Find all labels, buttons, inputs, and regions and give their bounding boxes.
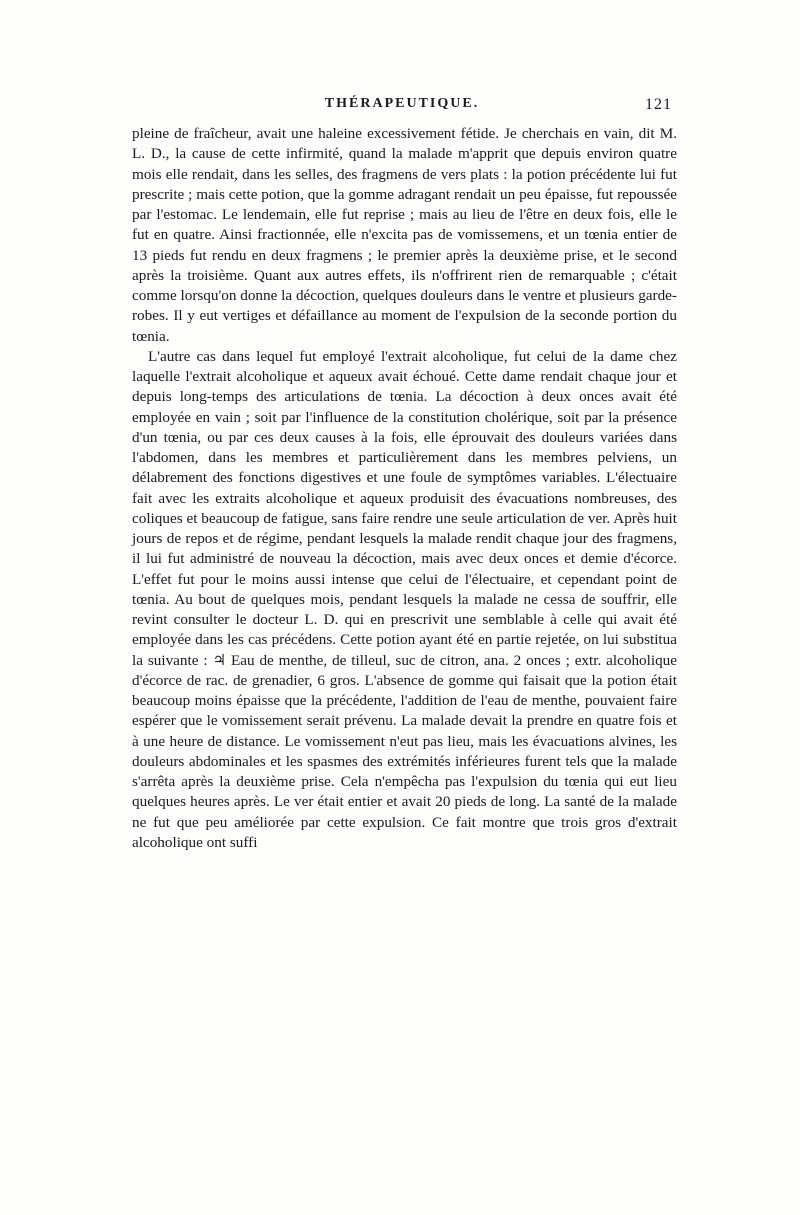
paragraph-continuation: pleine de fraîcheur, avait une haleine excessivement fétide. Je cherchais en vain, dit M. L. D., la cause de cette infirmité, quand la malade m'apprit que depuis environ quatre mois elle rendait, dans les selles, des fragmens de vers plats : la potion précédente lui fut prescrite ; mais cette potion, que la gomme adragant rendait un peu épaisse, fut repoussée par l'estomac. Le lendemain, elle fut reprise ; mais au lieu de l'être en deux fois, elle le fut en quatre. Ainsi fractionnée, elle n'excita pas de vomissemens, et un tœnia entier de 13 pieds fut rendu en deux fragmens ; le premier après la deuxième prise, et le second après la troisième. Quant aux autres effets, ils n'offrirent rien de remarquable ; c'était comme lorsqu'on donne la décoction, quelques douleurs dans le ventre et plusieurs garde-robes. Il y eut vertiges et défaillance au moment de l'expulsion de la seconde portion du tœnia. [132,125,677,345]
page-header [132,96,672,124]
running-title: THÉRAPEUTIQUE. [324,96,480,111]
paragraph: L'autre cas dans lequel fut employé l'extrait alcoholique, fut celui de la dame chez laquelle l'extrait alcoholique et aqueux avait échoué. Cette dame rendait chaque jour et depuis long-temps des articulations de tœnia. La décoction à deux onces avait été employée en vain ; soit par l'influence de la constitution cholérique, soit par la présence d'un tœnia, ou par ces deux causes à la fois, elle éprouvait des douleurs variées dans l'abdomen, dans les membres et particulièrement dans les membres pelviens, un délabrement des fonctions digestives et une foule de symptômes variables. L'électuaire fait avec les extraits alcoholique et aqueux produisit des évacuations nombreuses, des coliques et beaucoup de fatigue, sans faire rendre une seule articulation de ver. Après huit jours de repos et de régime, pendant lesquels la malade rendit chaque jour des fragmens, il lui fut administré de nouveau la décoction, mais avec deux onces et demie d'écorce. L'effet fut pour le moins aussi intense que celui de l'électuaire, et cependant point de tœnia. Au bout de quelques mois, pendant lesquels la malade ne cessa de souffrir, elle revint consulter le docteur L. D. qui en prescrivit une semblable à celle qui avait été employée dans les cas précédens. Cette potion ayant été en partie rejetée, on lui substitua la suivante : ♃ Eau de menthe, de tilleul, suc de citron, ana. 2 onces ; extr. alcoholique d'écorce de rac. de grenadier, 6 gros. L'absence de gomme qui faisait que la potion était beaucoup moins épaisse que la précédente, l'addition de l'eau de menthe, pouvaient faire espérer que le vomissement serait prévenu. La malade devait la prendre en quatre fois et à une heure de distance. Le vomissement n'eut pas lieu, mais les évacuations alvines, les douleurs abdominales et les spasmes des extrémités inférieures furent tels que la malade s'arrêta après la deuxième prise. Cela n'empêcha pas l'expulsion du tœnia qui eut lieu quelques heures après. Le ver était entier et avait 20 pieds de long. La santé de la malade ne fut que peu améliorée par cette expulsion. Ce fait montre que trois gros d'extrait alcoholique ont suffi [132,347,677,851]
page-number: 121 [645,96,672,113]
body-text [132,124,677,853]
